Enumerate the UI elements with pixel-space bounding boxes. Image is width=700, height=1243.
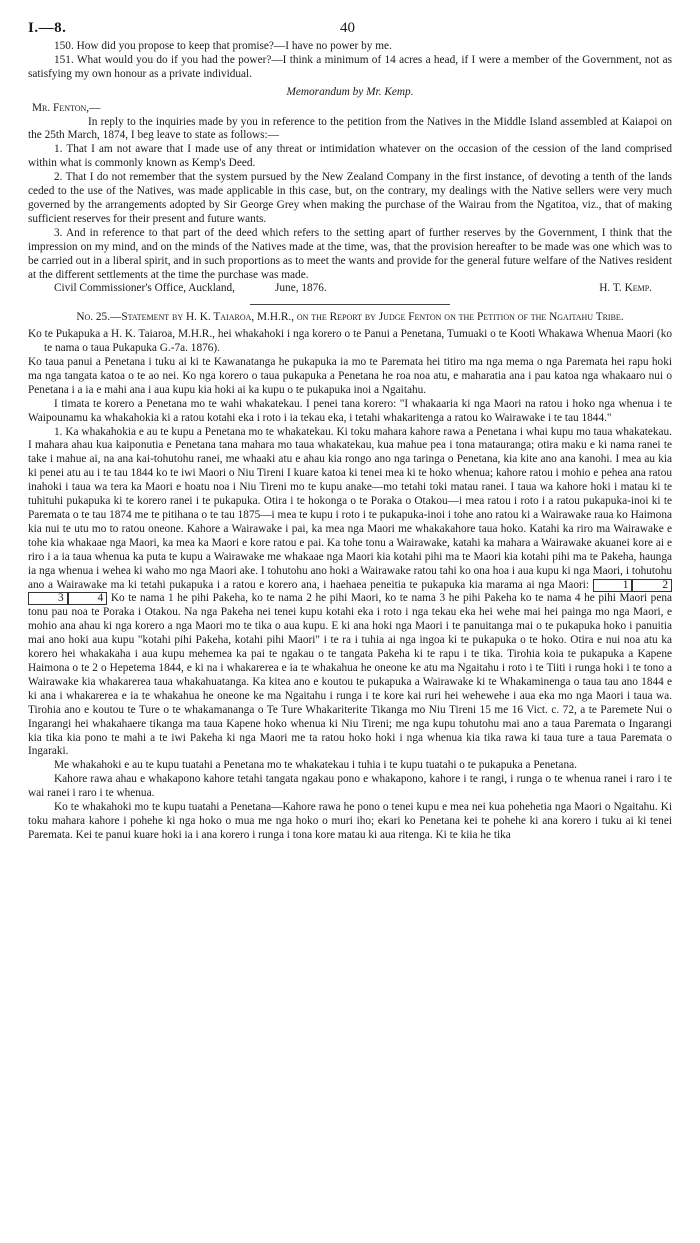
memo-paragraph-3: 3. And in reference to that part of the deed which refers to the setting apart of further reserves by the Government, I think that the impression on my mind, and on the minds of the Natives made at the time, was, that the provision hereafter to be made was one which was to be carried out in a liberal spirit, and in such proportions as to meet the wants and provide for the general future welfare of the Natives resident at the different settlements at the time the purchase was made. [28,226,672,281]
memo-title: Memorandum by Mr. Kemp. [286,85,414,98]
statement-title: No. 25.—Statement by H. K. Taiaroa, M.H.R., on the Report by Judge Fenton on the Petition of the Ngaitahu Tribe. [76,311,624,324]
diagram-box-2: 2 [632,579,672,592]
section-divider [250,304,450,305]
memo-office: Civil Commissioner's Office, Auckland, [54,282,235,295]
memo-paragraph-2: 2. That I do not remember that the system pursued by the New Zealand Company in the first instance, of devoting a tenth of the lands ceded to the use of the Natives, was made applicable in this case, but, on the contrary, my dealings with the Native sellers were very much governed by the arrangements adopted by Sir George Grey when making the purchase of the Wairau from the Ngatitoa, viz., that of making sufficient reserves for their present and future wants. [28,171,672,225]
statement-paragraph-c [28,426,672,760]
question-151: 151. What would you do if you had the power?—I think a minimum of 14 acres a head, if I were a member of the Government, not as satisfying my own honour as a private individual. [28,53,672,80]
page-number: 40 [340,20,355,36]
paragraph-c-text-before: 1. Ka whakahokia e au te kupu a Penetana mo te whakatekau. Ki toku mahara kahore rawa a Penetana i whai kupu mo taua whakatekau. I mahara ahau kua kaiponutia e Penetana tana mahara mo taua whakatekau, kua mahue pea i tona matauranga; otira maku e ki nama ranei te take i mahue ai, na ana kai-tohutohu ranei, me whaaki atu e ahau kia rongo ano nga taringa o Penetana, kia kite ano ana kanohi. I mea au kia ki penei atu au i te tau 1844 ko te iwi Maori o Niu Tireni I kuare katoa ki tenei mea ki te hoko whenua; kahore ratou i mohio e pehea ana ratou inahoki i taua wa tera ka Maori e hoatu noa i Niu Tireni mo te kupu anake—mo tetahi toki matau ranei. I taua wa kahore hoki i matau ki te tuhituhi pukapuka ki te korero ranei i te pukapuka. Otira i te hokonga o te Poraka o Otakou—i mea ratou i roto i a ratou pukapuka-inoi ki te Paremata o te tau 1874 me te pitihana o te tau 1875—i mea te kupu i roto i te pukapuka-inoi i tohe ano ratou ki a Wairawake raua ko Haimona kia nui te utu mo to ratou oneone. Kahore a Wairawake i pai, ka mea nga Maori me whakakahore taua hoko. Katahi ka riro ma Wairawake e tohe kia whakaae nga Maori, ka mea ka Maori e kore ratou e pai. Ka tohe tonu a Wairawake, katahi ka mahara a Wairawake akuanei kore ai e riro i a ia taua whenua ka puta te kupu a Wairawake me whakaae nga Maori kia kotahi pihi ma te Maori kia kotahi pihi ma te Pakeha, haunga ia nga whenua i wehea ki waho mo nga Maori ake. I tohutohu ano hoki a Wairawake ratou tahi ko ona hoa i aua kupu ki nga Maori, i tohutohu ano a Wairawake ma ki tetahi pukapuka i a ratou e korero ana, i haehaea peneitia te pukapuka kia marama ai nga Maori: [28,425,672,591]
statement-paragraph-b: I timata te korero a Penetana mo te wahi whakatekau. I penei tana korero: "I whakaaria ki nga Maori na ratou i hoko nga whenua i te Waipounamu ka whakahokia ki a ratou kotahi eka i roto i ia tekau eka, i tetahi whakaritenga a ratou ko Wairawake i te tau 1844." [28,397,672,424]
paragraph-c-text-after: Ko te nama 1 he pihi Pakeha, ko te nama 2 he pihi Maori, ko te nama 3 he pihi Pakeha ko te nama 4 he pihi Maori pena tonu pau noa te Poraka i Otakou. Na nga Pakeha nei tenei kupu kotahi eka i roto i nga tekau eka hei wehe mai hei painga mo nga Maori, e mohio ana ahau ki nga korero a nga Maori mo te tika o aua kupu. E ki ana hoki nga Maori i te panuitanga mai o te pukapuka hoko i panuitia mai ano hoki aua kupu "kotahi pihi Pakeha, kotahi pihi Maori" i te ra i tuhia ai nga ingoa ki te pukapuka o te hoko. Otira e nui noa atu ka korero hei whakakaha i aua kupu mehemea ka pai te ngakau o te tangata Pakeha ki te rapu i te tika. Tirohia koia te pukapuka a Kapene Haimona o te 2 o Hepetema 1844, e ki na i whakarerea e ia te whakahua he oneone ke atu ma Ngaitahu i roto i te Tiiti i runga hoki i te tono a Wairawake kia whakarerea taua whakahuatanga. Ka kitea ano e koutou te pukapuka a Wairawake ki te Whakaminenga o taua tau ano 1844 e ki ana i whakarerea e ia te whakahua he oneone ke ma Ngaitahu i runga i te kore kai ruri hei wehewehe i aua eka mo nga Maori i taua wa. Tirohia ano e koutou te Ture o te whakamananga o Te Ture Whakariterite Tikanga mo Niu Tireni 15 me 16 Vict. c. 72, a te Paremete Nui o Ingarangi hei whakahaere tikanga ma taua Kapene hoko whenua ki Niu Tireni; me nga kupu tohutohu mai ano a taua Paremata o Ingarangi kia tika kia pono te mahi a te iwi Pakeha ki nga Maori me ta ratou hoko hoki i nga whenua kia tika rawa ki taua ture a taua Paremata o Ingaraki. [28,592,672,758]
diagram-box-4: 4 [68,592,108,605]
statement-lead: Ko te Pukapuka a H. K. Taiaroa, M.H.R., hei whakahoki i nga korero o te Panui a Penetana, Tumuaki o te Kooti Whakawa Whenua Maori (ko te nama o taua Pukapuka G.-7a. 1876). [28,328,672,355]
question-150: 150. How did you propose to keep that promise?—I have no power by me. [54,40,392,52]
page-header [28,14,672,40]
statement-paragraph-e: Kahore rawa ahau e whakapono kahore tetahi tangata ngakau pono e whakapono, kahore i te rangi, i runga o te whenua ranei i raro i te wai ranei i raro i te whenua. [28,773,672,800]
diagram-box-1: 1 [593,579,633,592]
memo-date: June, 1876. [275,282,327,295]
statement-paragraph-d: Me whakahoki e au te kupu tuatahi a Penetana mo te whakatekau i tuhia i te kupu tuatahi o te pukapuka a Penetana. [54,759,577,772]
memo-paragraph-1: 1. That I am not aware that I made use of any threat or intimidation whatever on the occasion of the cession of the land comprised within what is commonly known as Kemp's Deed. [28,143,672,170]
memo-signature: H. T. Kemp. [599,282,652,295]
memo-intro: In reply to the inquiries made by you in reference to the petition from the Natives in the Middle Island assembled at Kaiapoi on the 25th March, 1874, I beg leave to state as follows:— [28,115,672,142]
statement-paragraph-a: Ko taua panui a Penetana i tuku ai ki te Kawanatanga he pukapuka ia mo te Paremata hei titiro ma nga mema o nga Paremata hei rapu hoki ma nga tangata katoa o te ao nei. Ko nga korero o taua pukapuka a Penetana he roa noa atu, e maharatia ana i pau katoa nga whakaaro nui o Penetana i a ia e mahi ana i aua kupu kia hoki ai ka kupu o te pukapuka inoi a Ngaitahu. [28,356,672,396]
memo-salutation: Mr. Fenton,— [32,101,101,114]
document-page [28,14,672,843]
diagram-box-3: 3 [28,592,68,605]
memo-signature-line [28,282,672,296]
statement-paragraph-f: Ko te whakahoki mo te kupu tuatahi a Penetana—Kahore rawa he pono o tenei kupu e mea nei kua pohehetia nga Maori o Ngaitahu. Ki toku mahara kahore i pohehe ki nga hoko o mua me nga hoko o muri iho; ekari ko Penetana kei te pohehe ki ana korero i tuku ai ki tenei Paremata. Kei te panui kuare hoki ia i ana korero i runga i tona kore matau ki aua ritenga. Ki te kiia he tika [28,801,672,841]
document-reference: I.—8. [28,20,67,36]
